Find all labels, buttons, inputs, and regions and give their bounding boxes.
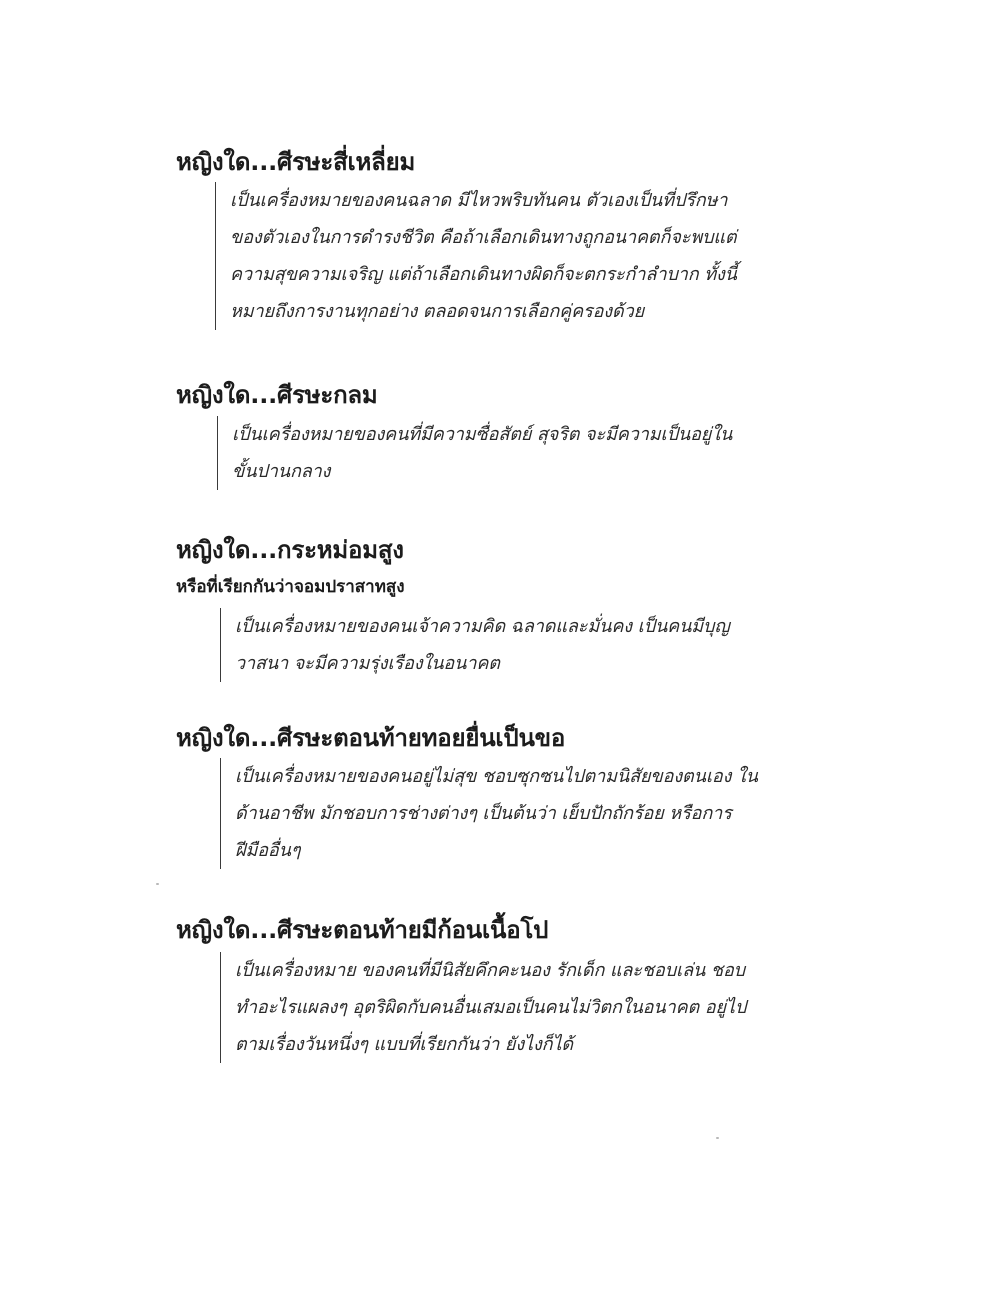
body-line: เป็นเครื่องหมายของคนเจ้าความคิด ฉลาดและมั่นคง เป็นคนมีบุญ: [235, 616, 730, 637]
scan-speck: [716, 1137, 719, 1139]
section-body-high-crown: [220, 608, 845, 682]
body-line: หมายถึงการงานทุกอย่าง ตลอดจนการเลือกคู่ครองด้วย: [230, 301, 645, 322]
section-heading-lump-nape: หญิงใด...ศีรษะตอนท้ายมีก้อนเนื้อโป: [176, 916, 549, 944]
body-line: ของตัวเองในการดำรงชีวิต คือถ้าเลือกเดินทางถูกอนาคตก็จะพบแต่: [230, 227, 737, 248]
section-body-hook-nape: [220, 758, 845, 869]
section-body-round-head: [217, 416, 842, 490]
body-line: เป็นเครื่องหมายของคนฉลาด มีไหวพริบทันคน ตัวเองเป็นที่ปรึกษา: [230, 190, 728, 211]
body-line: เป็นเครื่องหมายของคนที่มีความซื่อสัตย์ สุจริต จะมีความเป็นอยู่ใน: [232, 424, 733, 445]
body-line: ทำอะไรแผลงๆ อุตริผิดกับคนอื่นเสมอเป็นคนไม่วิตกในอนาคต อยู่ไป: [235, 997, 747, 1018]
body-line: วาสนา จะมีความรุ่งเรืองในอนาคต: [235, 653, 500, 674]
section-body-square-head: [215, 182, 840, 330]
body-line: ฝีมืออื่นๆ: [235, 840, 301, 861]
section-heading-square-head: หญิงใด...ศีรษะสี่เหลี่ยม: [176, 148, 416, 176]
body-line: ตามเรื่องวันหนึ่งๆ แบบที่เรียกกันว่า ยังไงก็ได้: [235, 1034, 573, 1055]
section-subheading-high-crown: หรือที่เรียกกันว่าจอมปราสาทสูง: [176, 577, 405, 597]
scan-speck: [156, 883, 159, 885]
section-heading-hook-nape: หญิงใด...ศีรษะตอนท้ายทอยยื่นเป็นขอ: [176, 724, 566, 752]
body-line: ขั้นปานกลาง: [232, 461, 331, 482]
section-body-lump-nape: [220, 952, 845, 1063]
section-heading-high-crown: หญิงใด...กระหม่อมสูง: [176, 536, 404, 564]
body-line: เป็นเครื่องหมายของคนอยู่ไม่สุข ชอบซุกซนไปตามนิสัยของตนเอง ใน: [235, 766, 758, 787]
section-heading-round-head: หญิงใด...ศีรษะกลม: [176, 381, 378, 409]
body-line: ด้านอาชีพ มักชอบการช่างต่างๆ เป็นต้นว่า เย็บปักถักร้อย หรือการ: [235, 803, 732, 824]
body-line: ความสุขความเจริญ แต่ถ้าเลือกเดินทางผิดก็จะตกระกำลำบาก ทั้งนี้: [230, 264, 737, 285]
body-line: เป็นเครื่องหมาย ของคนที่มีนิสัยคึกคะนอง รักเด็ก และชอบเล่น ชอบ: [235, 960, 745, 981]
